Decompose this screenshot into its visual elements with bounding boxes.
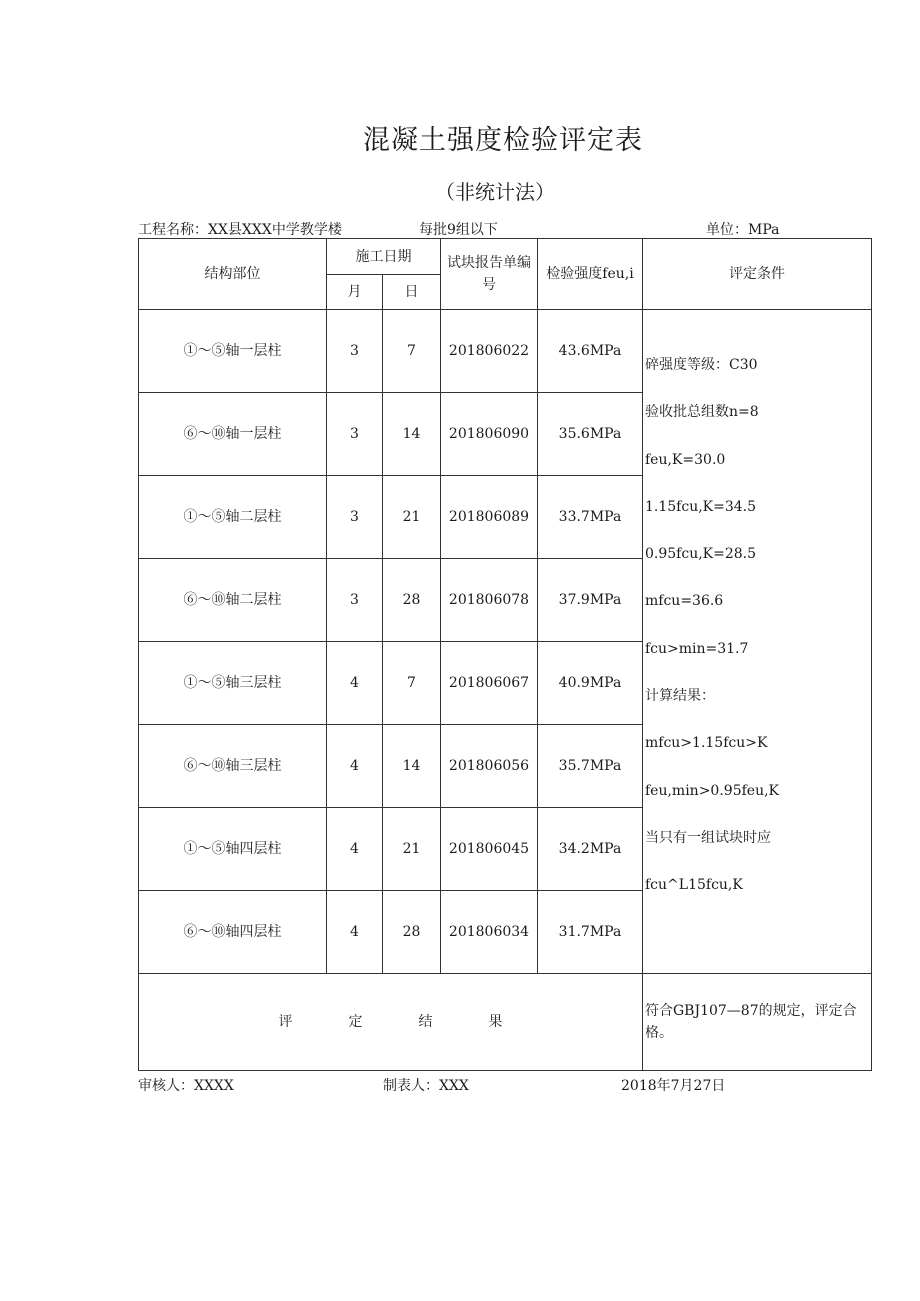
header-condition: 评定条件 — [643, 239, 872, 310]
cell-day: 21 — [383, 476, 441, 559]
condition-line: feu,K=30.0 — [645, 451, 726, 468]
cell-month: 4 — [327, 891, 383, 974]
data-rows — [139, 310, 872, 974]
condition-cell — [643, 310, 872, 974]
cell-part: ⑥～⑩轴二层柱 — [139, 559, 327, 642]
cell-report-no: 201806022 — [441, 310, 538, 393]
cell-part: ⑥～⑩轴一层柱 — [139, 393, 327, 476]
page-title: 混凝土强度检验评定表 — [363, 125, 643, 156]
condition-line: feu,min>0.95feu,K — [645, 782, 779, 799]
condition-line: fcu>min=31.7 — [645, 640, 749, 657]
header-strength: 检验强度feu,i — [538, 239, 643, 310]
cell-report-no: 201806034 — [441, 891, 538, 974]
result-label-char: 评 — [278, 1014, 293, 1030]
cell-part: ①～⑤轴四层柱 — [139, 808, 327, 891]
result-label-char: 果 — [488, 1014, 503, 1030]
result-label-char: 结 — [418, 1014, 433, 1030]
result-label-char: 定 — [348, 1014, 363, 1030]
cell-month: 4 — [327, 725, 383, 808]
header-month: 月 — [327, 275, 383, 310]
header-part: 结构部位 — [139, 239, 327, 310]
condition-line: 0.95fcu,K=28.5 — [645, 546, 757, 563]
condition-line: mfcu=36.6 — [645, 593, 724, 610]
cell-part: ①～⑤轴二层柱 — [139, 476, 327, 559]
cell-strength: 34.2MPa — [538, 808, 643, 891]
header-day: 日 — [383, 275, 441, 310]
cell-month: 3 — [327, 393, 383, 476]
project-name: 工程名称：XX县XXX中学教学楼 — [138, 222, 342, 238]
reviewer: 审核人：XXXX — [138, 1078, 234, 1094]
cell-month: 3 — [327, 476, 383, 559]
result-label — [139, 974, 643, 1071]
table-row — [139, 310, 872, 393]
cell-part: ⑥～⑩轴四层柱 — [139, 891, 327, 974]
cell-report-no: 201806078 — [441, 559, 538, 642]
header-report-no: 试块报告单编号 — [441, 239, 538, 310]
condition-line: 当只有一组试块时应 — [645, 829, 771, 846]
header-row — [139, 239, 872, 275]
cell-day: 28 — [383, 559, 441, 642]
cell-day: 14 — [383, 725, 441, 808]
unit-label: 单位：MPa — [706, 222, 780, 238]
cell-report-no: 201806067 — [441, 642, 538, 725]
cell-month: 4 — [327, 642, 383, 725]
cell-strength: 35.7MPa — [538, 725, 643, 808]
cell-day: 14 — [383, 393, 441, 476]
cell-month: 3 — [327, 310, 383, 393]
report-date: 2018年7月27日 — [621, 1078, 726, 1094]
strength-table — [138, 238, 872, 1071]
cell-day: 7 — [383, 310, 441, 393]
cell-report-no: 201806090 — [441, 393, 538, 476]
condition-line: mfcu>1.15fcu>K — [645, 735, 768, 752]
batch-note: 每批9组以下 — [419, 222, 498, 238]
result-text: 符合GBJ107—87的规定，评定合格。 — [643, 974, 872, 1071]
condition-line: 1.15fcu,K=34.5 — [645, 498, 757, 515]
cell-report-no: 201806045 — [441, 808, 538, 891]
result-row — [139, 974, 872, 1071]
cell-strength: 33.7MPa — [538, 476, 643, 559]
cell-report-no: 201806089 — [441, 476, 538, 559]
cell-part: ⑥～⑩轴三层柱 — [139, 725, 327, 808]
cell-strength: 35.6MPa — [538, 393, 643, 476]
cell-strength: 43.6MPa — [538, 310, 643, 393]
cell-part: ①～⑤轴三层柱 — [139, 642, 327, 725]
condition-line: 碎强度等级：C30 — [645, 357, 758, 373]
condition-line: fcu^L15fcu,K — [645, 877, 743, 894]
condition-line: 计算结果： — [645, 688, 715, 705]
cell-day: 21 — [383, 808, 441, 891]
cell-strength: 37.9MPa — [538, 559, 643, 642]
header-date: 施工日期 — [327, 239, 441, 275]
page-subtitle: （非统计法） — [435, 180, 555, 204]
preparer: 制表人：XXX — [383, 1078, 469, 1094]
cell-day: 28 — [383, 891, 441, 974]
cell-report-no: 201806056 — [441, 725, 538, 808]
cell-strength: 31.7MPa — [538, 891, 643, 974]
cell-month: 4 — [327, 808, 383, 891]
condition-line: 验收批总组数n=8 — [645, 404, 759, 421]
cell-day: 7 — [383, 642, 441, 725]
cell-month: 3 — [327, 559, 383, 642]
cell-part: ①～⑤轴一层柱 — [139, 310, 327, 393]
cell-strength: 40.9MPa — [538, 642, 643, 725]
